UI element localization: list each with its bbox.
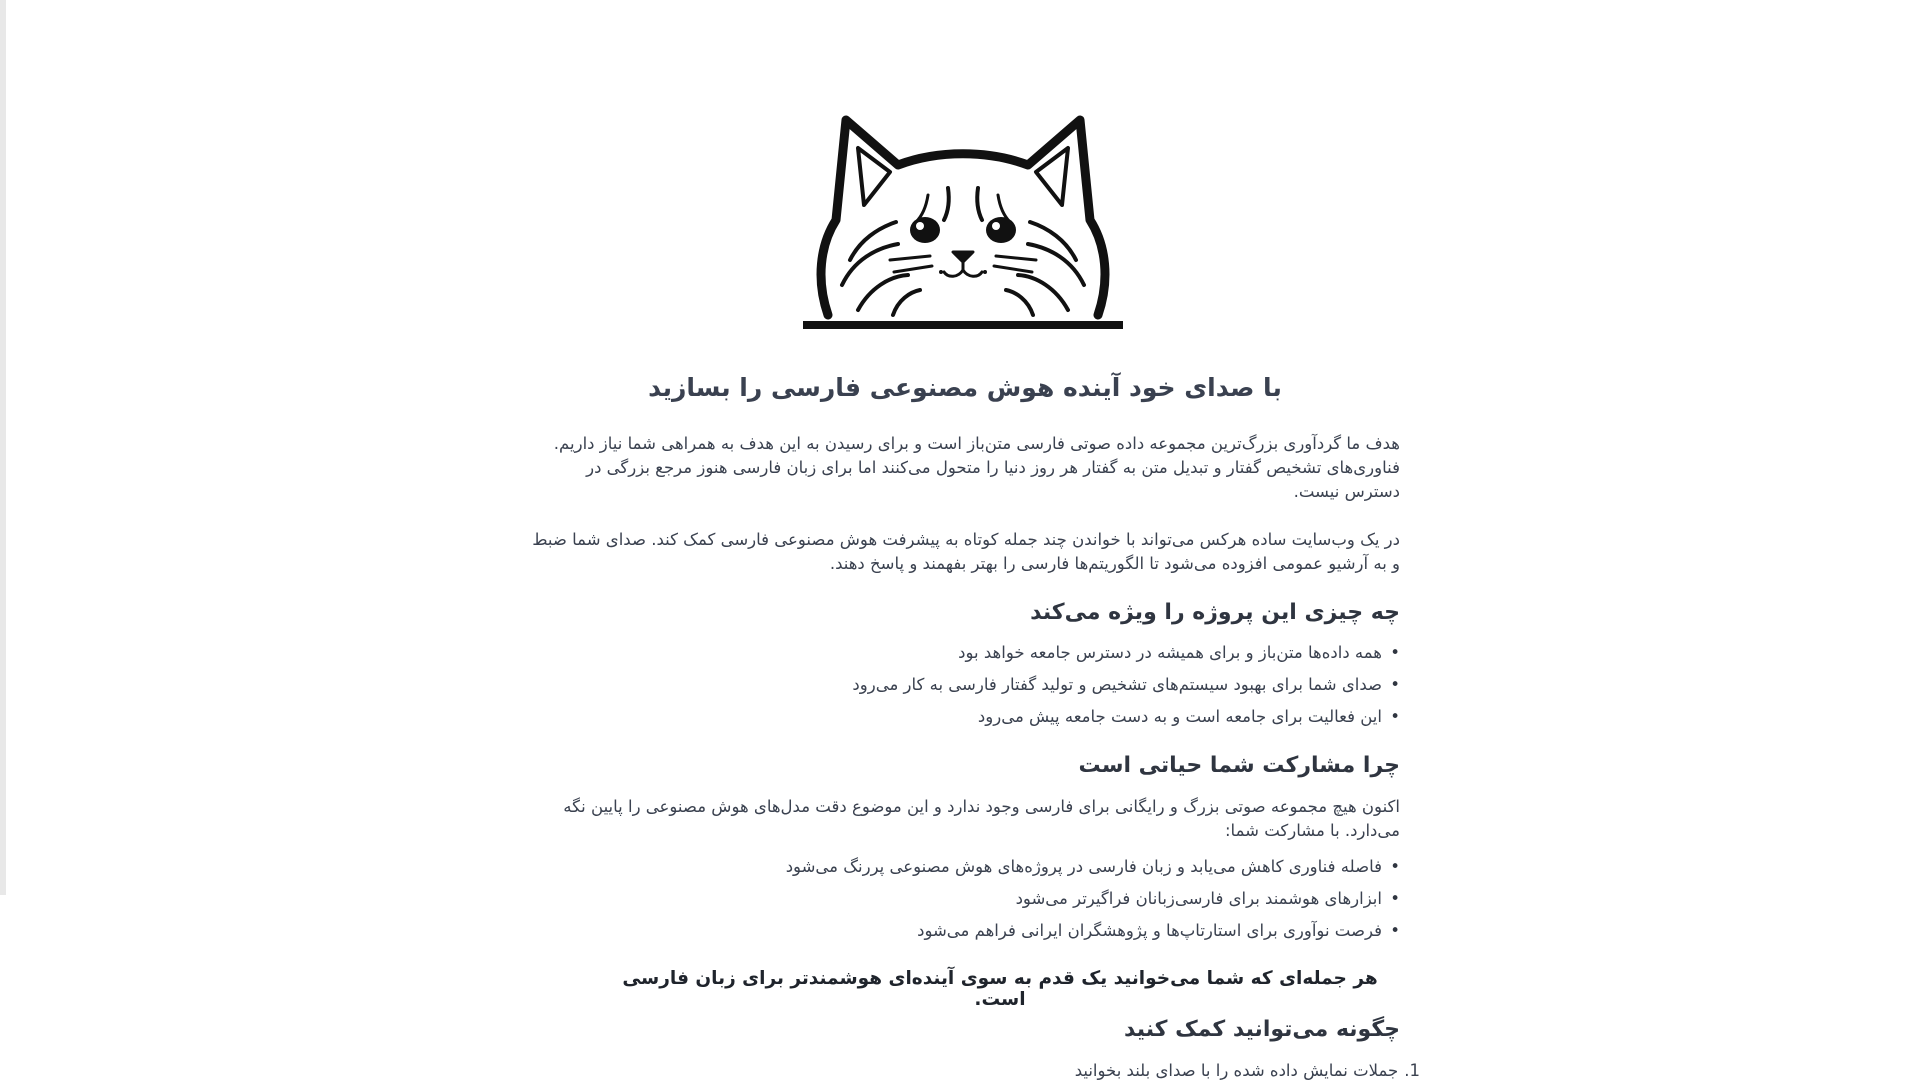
why-heading: چرا مشارکت شما حیاتی است xyxy=(1078,753,1400,778)
list-item: • همه داده‌ها متن‌باز و برای همیشه در دسترس جامعه خواهد بود xyxy=(852,637,1400,669)
page-title: با صدای خود آینده هوش مصنوعی فارسی را بسازید xyxy=(648,373,1282,402)
how-heading: چگونه می‌توانید کمک کنید xyxy=(1124,1017,1400,1042)
why-paragraph: اکنون هیچ مجموعه صوتی بزرگ و رایگانی برای فارسی وجود ندارد و این موضوع دقت مدل‌های هوش مصنوعی را پایین نگه می‌دارد. با مشارکت شما: xyxy=(563,797,1400,840)
list-item: • فاصله فناوری کاهش می‌یابد و زبان فارسی در پروژه‌های هوش مصنوعی پررنگ می‌شود xyxy=(786,851,1400,883)
special-heading: چه چیزی این پروژه را ویژه می‌کند xyxy=(1030,600,1400,625)
how-steps xyxy=(1075,1059,1420,1083)
step-number: 1. xyxy=(1404,1061,1420,1080)
list-item: • صدای شما برای بهبود سیستم‌های تشخیص و تولید گفتار فارسی به کار می‌رود xyxy=(852,669,1400,701)
step-item xyxy=(1075,1059,1420,1083)
special-list xyxy=(852,637,1400,733)
why-list xyxy=(786,851,1400,947)
intro-paragraph-1: هدف ما گردآوری بزرگ‌ترین مجموعه داده صوتی فارسی متن‌باز است و برای رسیدن به این هدف به همراهی شما نیاز داریم. فناوری‌های تشخیص گفتار و تبدیل متن به گفتار هر روز دنیا را متحول می‌کنند اما برای زبان فارسی هنوز مرجع بزرگی در دسترس نیست. xyxy=(553,434,1400,501)
left-border xyxy=(0,0,6,895)
emphasis-statement: هر جمله‌ای که شما می‌خوانید یک قدم به سوی آینده‌ای هوشمندتر برای زبان فارسی است. xyxy=(622,968,1378,1010)
list-item: • ابزارهای هوشمند برای فارسی‌زبانان فراگیرتر می‌شود xyxy=(786,883,1400,915)
main-content xyxy=(530,0,1420,1080)
list-item: • این فعالیت برای جامعه است و به دست جامعه پیش می‌رود xyxy=(852,701,1400,733)
step-text: جملات نمایش داده شده را با صدای بلند بخوانید xyxy=(1074,1061,1399,1080)
intro-paragraph-2: در یک وب‌سایت ساده هرکس می‌تواند با خواندن چند جمله کوتاه به پیشرفت هوش مصنوعی فارسی کمک کند. صدای شما ضبط و به آرشیو عمومی افزوده می‌شود تا الگوریتم‌ها فارسی را بهتر بفهمند و پاسخ دهند. xyxy=(532,530,1400,573)
list-item: • فرصت نوآوری برای استارتاپ‌ها و پژوهشگران ایرانی فراهم می‌شود xyxy=(786,915,1400,947)
cat-logo xyxy=(798,110,1128,330)
